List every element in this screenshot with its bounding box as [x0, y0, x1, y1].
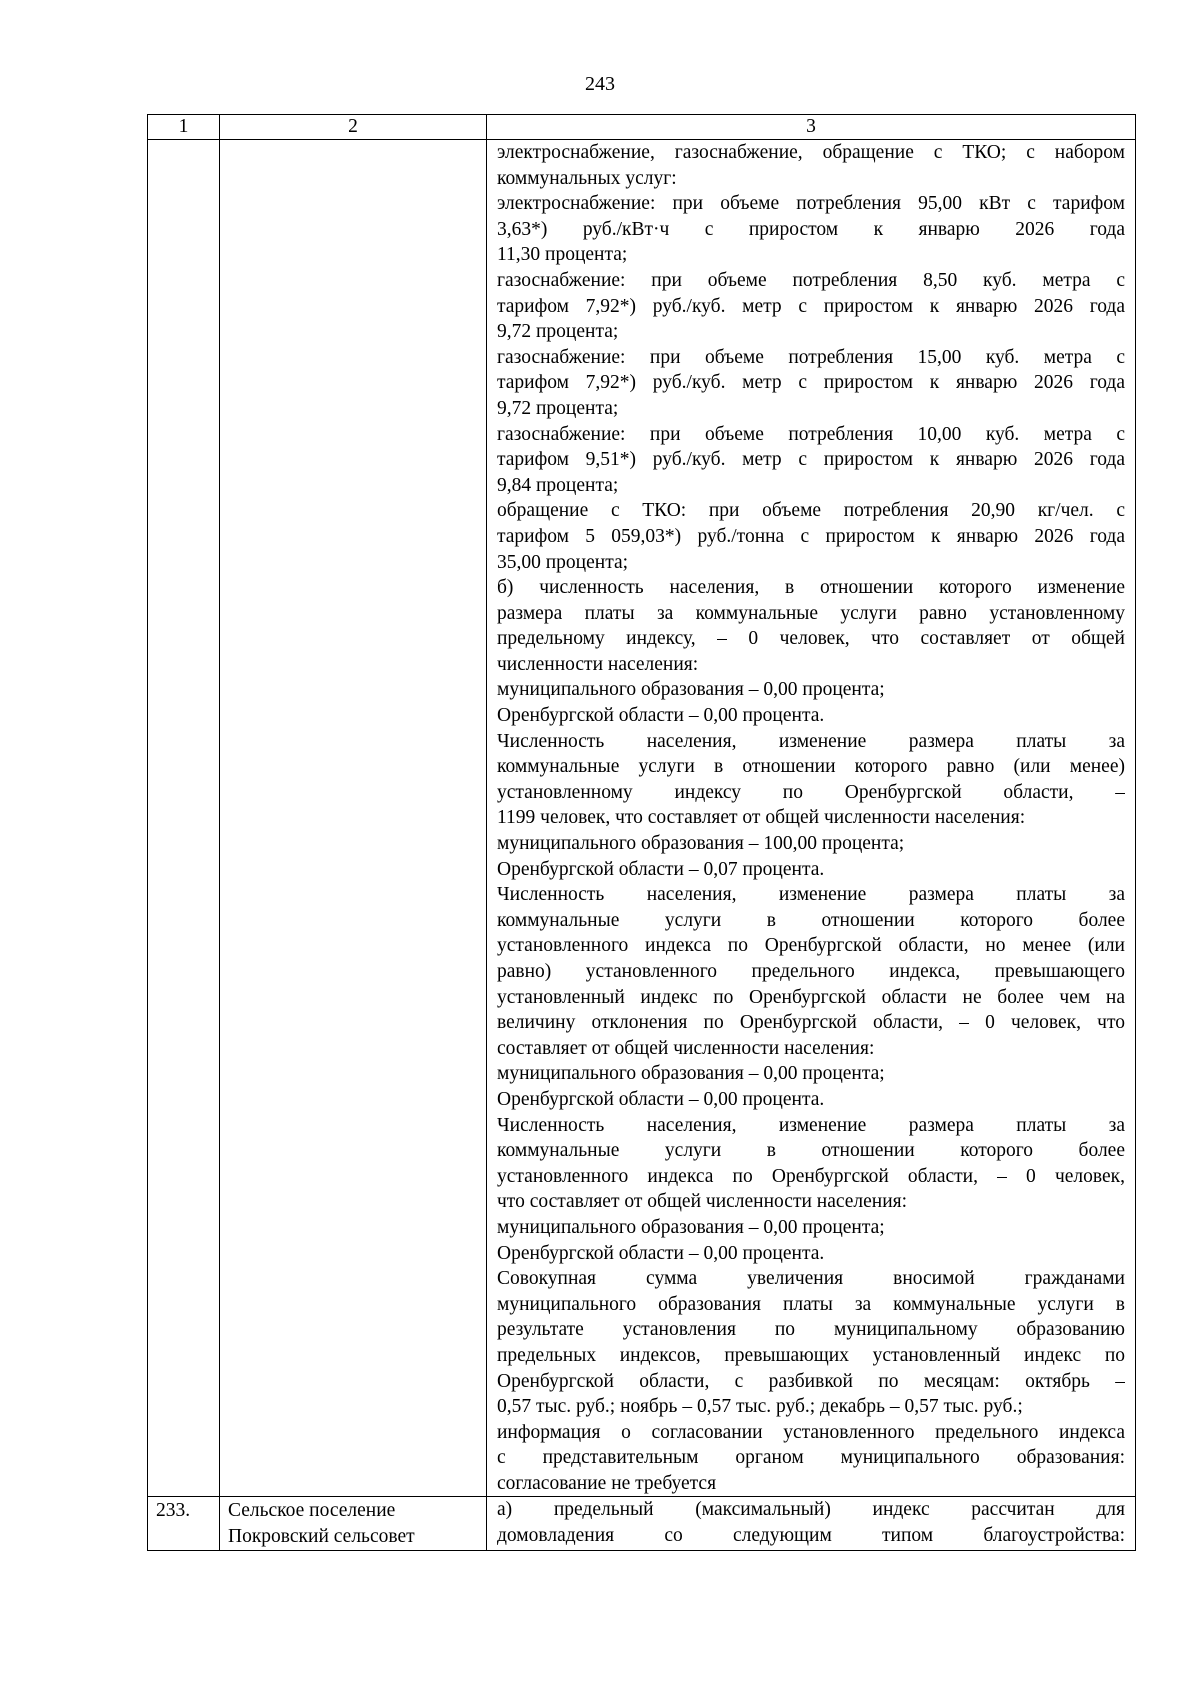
text-line: муниципального образования платы за коммунальные услуги в	[497, 1293, 1125, 1315]
text-line: 9,72 процента;	[497, 397, 619, 419]
text-line: тарифом 7,92*) руб./куб. метр с приростом к январю 2026 года	[497, 372, 1125, 394]
column-header-3: 3	[487, 115, 1136, 140]
text-line: установленный индекс по Оренбургской области не более чем на	[497, 986, 1125, 1008]
row-name-cell	[220, 1497, 487, 1550]
text-line: муниципального образования – 0,00 процента;	[497, 1216, 885, 1238]
text-line: обращение с ТКО: при объеме потребления 20,90 кг/чел. с	[497, 500, 1125, 522]
text-line: с представительным органом муниципального образования:	[497, 1447, 1125, 1469]
text-line: тарифом 9,51*) руб./куб. метр с приростом к январю 2026 года	[497, 449, 1125, 471]
text-line: Оренбургской области – 0,07 процента.	[497, 858, 825, 880]
text-line: 9,72 процента;	[497, 321, 619, 343]
text-line: результате установления по муниципальному образованию	[497, 1319, 1125, 1341]
text-line: Совокупная сумма увеличения вносимой гражданами	[497, 1268, 1125, 1290]
table-row-233	[148, 1497, 1136, 1550]
text-line: Оренбургской области, с разбивкой по месяцам: октябрь –	[497, 1370, 1125, 1392]
text-line: коммунальные услуги в отношении которого более	[497, 909, 1125, 931]
text-line: газоснабжение: при объеме потребления 15,00 куб. метра с	[497, 346, 1125, 368]
text-line: равно) установленного предельного индекса, превышающего	[497, 961, 1125, 982]
text-line: установленному индексу по Оренбургской области, –	[497, 781, 1125, 803]
text-line: размера платы за коммунальные услуги равно установленному	[497, 602, 1125, 624]
municipality-name-line: Сельское поселение	[228, 1500, 396, 1522]
text-line: согласование не требуется	[497, 1472, 717, 1494]
text-line: Оренбургской области – 0,00 процента.	[497, 705, 825, 727]
text-line: 35,00 процента;	[497, 551, 629, 573]
text-line: установленного индекса по Оренбургской области, но менее (или	[497, 935, 1125, 957]
page-number: 243	[585, 73, 615, 95]
municipality-name-line: Покровский сельсовет	[228, 1526, 415, 1548]
document-table	[147, 114, 1136, 1551]
text-line: б) численность населения, в отношении которого изменение	[497, 577, 1125, 599]
text-line: Численность населения, изменение размера платы за	[497, 884, 1125, 906]
text-line: предельному индексу, – 0 человек, что составляет от общей	[497, 628, 1125, 650]
text-line: численности населения:	[497, 653, 699, 675]
text-line: 1199 человек, что составляет от общей численности населения:	[497, 807, 1026, 829]
table-header-row	[148, 115, 1136, 140]
text-line: 11,30 процента;	[497, 244, 628, 266]
row-name-cell	[220, 140, 487, 1497]
table-row-continuation	[148, 140, 1136, 1497]
text-line: тарифом 7,92*) руб./куб. метр с приростом к январю 2026 года	[497, 295, 1125, 317]
text-line: 9,84 процента;	[497, 474, 619, 496]
text-line: 0,57 тыс. руб.; ноябрь – 0,57 тыс. руб.; декабрь – 0,57 тыс. руб.;	[497, 1396, 1023, 1418]
text-line: информация о согласовании установленного предельного индекса	[497, 1421, 1125, 1443]
row-number-cell	[148, 140, 220, 1497]
row-number-cell: 233.	[148, 1497, 220, 1550]
row-text-cell	[487, 1497, 1136, 1550]
text-line: Оренбургской области – 0,00 процента.	[497, 1242, 825, 1264]
text-line: коммунальных услуг:	[497, 167, 677, 189]
text-line: газоснабжение: при объеме потребления 8,50 куб. метра с	[497, 269, 1125, 291]
text-line: домовладения со следующим типом благоустройства:	[497, 1525, 1125, 1547]
text-line: муниципального образования – 0,00 процента;	[497, 1063, 885, 1085]
text-line: Численность населения, изменение размера платы за	[497, 1114, 1125, 1136]
row-text-cell	[487, 140, 1136, 1497]
text-line: газоснабжение: при объеме потребления 10,00 куб. метра с	[497, 423, 1125, 445]
text-line: установленного индекса по Оренбургской области, – 0 человек,	[497, 1165, 1125, 1187]
text-line: величину отклонения по Оренбургской области, – 0 человек, что	[497, 1012, 1125, 1034]
text-line: Численность населения, изменение размера платы за	[497, 730, 1125, 752]
text-line: электроснабжение, газоснабжение, обращение с ТКО; с набором	[497, 142, 1125, 163]
column-header-2: 2	[220, 115, 487, 140]
text-line: тарифом 5 059,03*) руб./тонна с приростом к январю 2026 года	[497, 525, 1125, 547]
text-line: муниципального образования – 0,00 процента;	[497, 679, 885, 701]
column-header-1: 1	[148, 115, 220, 140]
text-line: 3,63*) руб./кВт·ч с приростом к январю 2026 года	[497, 218, 1125, 240]
text-line: что составляет от общей численности населения:	[497, 1191, 908, 1213]
text-line: муниципального образования – 100,00 процента;	[497, 833, 905, 855]
text-line: коммунальные услуги в отношении которого равно (или менее)	[497, 756, 1125, 778]
text-line: составляет от общей численности населения:	[497, 1037, 875, 1059]
text-line: а) предельный (максимальный) индекс рассчитан для	[497, 1499, 1125, 1521]
text-line: электроснабжение: при объеме потребления 95,00 кВт с тарифом	[497, 193, 1125, 215]
text-line: предельных индексов, превышающих установленный индекс по	[497, 1344, 1125, 1366]
text-line: Оренбургской области – 0,00 процента.	[497, 1088, 825, 1110]
text-line: коммунальные услуги в отношении которого более	[497, 1140, 1125, 1162]
